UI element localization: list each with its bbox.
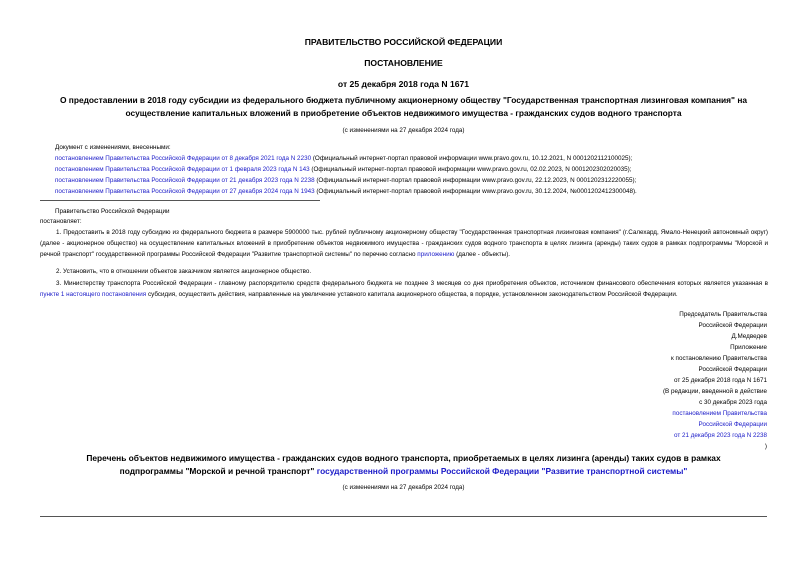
resolves-line: постановляет: (40, 218, 82, 225)
appendix-to: к постановлению Правительства (671, 355, 767, 362)
appendix-link[interactable]: приложению (417, 251, 455, 258)
amendment-source: (Официальный интернет-портал правовой информации www.pravo.gov.ru, 30.12.2024, №0001202412300048). (314, 188, 637, 195)
paragraph-1-text: 1. Предоставить в 2018 году субсидию из федерального бюджета в размере 5900000 тыс. рублей публичному акционерному обществу "Государственная транспортная лизинговая компания" (г.Салехард, Ямало-Ненецкий автономный округ) (далее - акционерное общество) на осуществление капитальных вложений в приобретение объектов недвижимого имущества - гражданских судов водного транспорта в целях лизинга (аренды) таких судов в рамках подпрограммы "Морской и речной транспорт" государственной программы Российской Федерации "Развитие транспортной системы" по перечню согласно (40, 229, 768, 258)
document-date-number: от 25 декабря 2018 года N 1671 (337, 79, 470, 89)
amendment-item (55, 186, 637, 197)
amendment-link[interactable]: постановлением Правительства Российской Федерации от 21 декабря 2023 года N 2238 (55, 177, 315, 184)
document-type-heading: ПОСТАНОВЛЕНИЕ (364, 58, 443, 68)
amendment-item (55, 153, 632, 164)
list-title-line-2 (40, 465, 767, 478)
list-revision-note: (с изменениями на 27 декабря 2024 года) (342, 484, 465, 491)
appendix-label: Приложение (730, 344, 767, 351)
appendix-link-line[interactable]: постановлением Правительства (672, 410, 767, 417)
signature-country: Российской Федерации (698, 322, 767, 329)
list-title-line-1: Перечень объектов недвижимого имущества - гражданских судов водного транспорта, приобретаемых в целях лизинга (аренды) таких судов в рамках (86, 453, 721, 463)
appendix-date: от 25 декабря 2018 года N 1671 (673, 377, 767, 384)
appendix-edition: (В редакции, введенной в действие (662, 388, 767, 395)
paragraph-2: 2. Установить, что в отношении объектов заказчиком является акционерное общество. (56, 268, 312, 275)
amendment-link[interactable]: постановлением Правительства Российской Федерации от 27 декабря 2024 года N 1943 (55, 188, 315, 195)
amendment-source: (Официальный интернет-портал правовой информации www.pravo.gov.ru, 22.12.2023, N 0001202312220055); (314, 177, 637, 184)
amendment-link[interactable]: постановлением Правительства Российской Федерации от 8 декабря 2021 года N 2230 (55, 155, 312, 162)
paragraph-1-tail: (далее - объекты). (454, 251, 511, 258)
paragraph-3-text: 3. Министерству транспорта Российской Федерации - главному распорядителю средств федерального бюджета не позднее 3 месяцев со дня приобретения объектов, источником финансового обеспечения которых является указанная в (56, 280, 768, 287)
amendments-intro: Документ с изменениями, внесенными: (55, 144, 171, 151)
paragraph-3-tail: субсидия, осуществить действия, направленные на увеличение уставного капитала акционерного общества, в порядке, установленном законодательством Российской Федерации. (146, 291, 678, 298)
paragraph-1 (40, 227, 768, 260)
signature-block (580, 309, 767, 452)
appendix-effective: с 30 декабря 2023 года (699, 399, 767, 406)
appendix-country: Российской Федерации (698, 366, 767, 373)
government-heading: ПРАВИТЕЛЬСТВО РОССИЙСКОЙ ФЕДЕРАЦИИ (304, 37, 503, 47)
bottom-divider (40, 516, 767, 517)
signature-name: Д.Медведев (731, 333, 767, 340)
clause-link[interactable]: пункте 1 настоящего постановления (40, 291, 147, 298)
list-title-subprogram: подпрограммы "Морской и речной транспорт" (119, 466, 317, 476)
appendix-link-line[interactable]: Российской Федерации (698, 421, 767, 428)
amendment-source: (Официальный интернет-портал правовой информации www.pravo.gov.ru, 02.02.2023, N 0001202302020035); (309, 166, 632, 173)
signature-position: Председатель Правительства (679, 311, 767, 318)
amendment-item (55, 175, 636, 186)
document-title: О предоставлении в 2018 году субсидии из федерального бюджета публичному акционерному обществу "Государственная транспортная лизинговая компания" на осуществление капитальных вложений в приобретение объектов недвижимого имущества - гражданских судов водного транспорта (59, 95, 748, 118)
list-title (40, 452, 767, 478)
paragraph-3 (40, 278, 768, 300)
government-line: Правительство Российской Федерации (55, 208, 170, 215)
amendment-item (55, 164, 631, 175)
state-program-link[interactable]: государственной программы Российской Федерации "Развитие транспортной системы" (316, 466, 688, 476)
section-divider (40, 200, 320, 201)
revision-note: (с изменениями на 27 декабря 2024 года) (342, 127, 465, 134)
appendix-close: ) (764, 443, 767, 450)
amendment-source: (Официальный интернет-портал правовой информации www.pravo.gov.ru, 10.12.2021, N 0001202112100025); (311, 155, 633, 162)
amendment-link[interactable]: постановлением Правительства Российской Федерации от 1 февраля 2023 года N 143 (55, 166, 310, 173)
appendix-link-line[interactable]: от 21 декабря 2023 года N 2238 (673, 432, 767, 439)
